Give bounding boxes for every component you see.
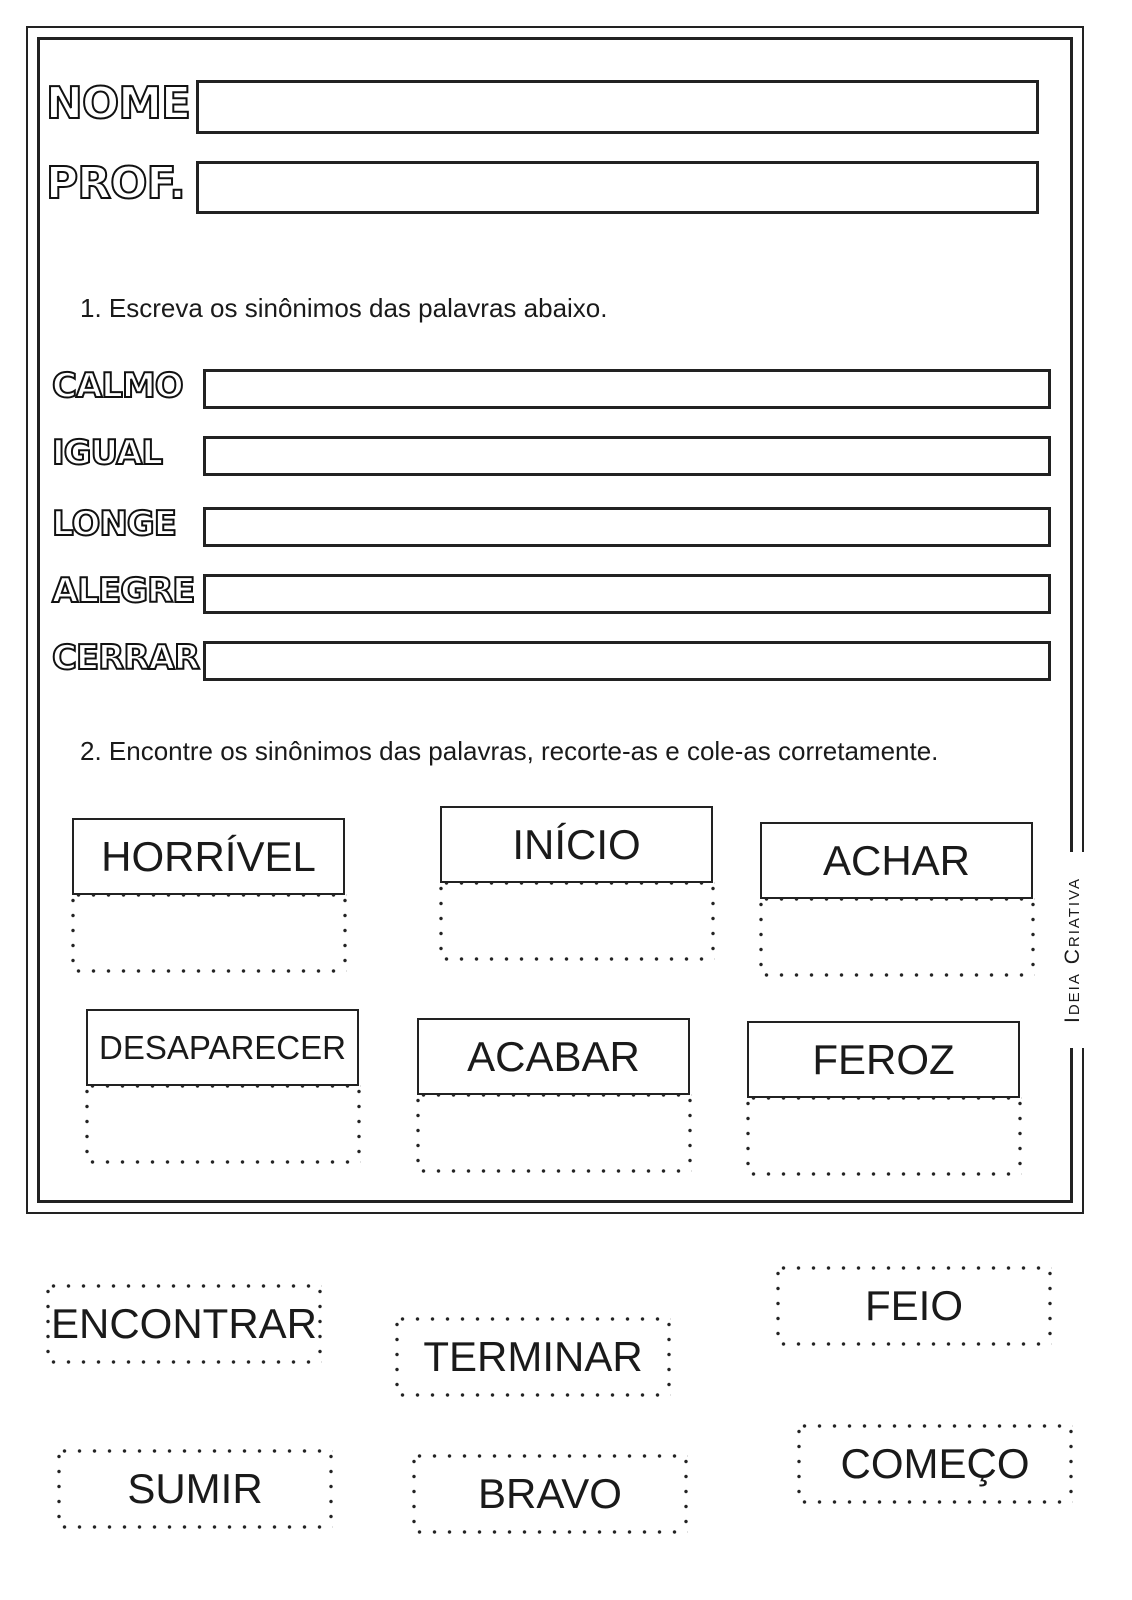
synonym-field[interactable]	[203, 369, 1051, 409]
cutout-piece[interactable]: COMEÇO	[797, 1424, 1073, 1504]
cutout-piece[interactable]: BRAVO	[412, 1454, 688, 1534]
paste-area[interactable]	[416, 1093, 692, 1173]
cutout-piece[interactable]: SUMIR	[57, 1449, 333, 1529]
paste-area[interactable]	[746, 1096, 1022, 1176]
cutout-piece[interactable]: ENCONTRAR	[46, 1284, 322, 1364]
paste-area[interactable]	[85, 1084, 361, 1164]
word-label: CERRAR	[52, 638, 200, 678]
question-2: 2. Encontre os sinônimos das palavras, recorte-as e cole-as corretamente.	[80, 736, 939, 766]
word-label: IGUAL	[52, 433, 163, 473]
synonym-field[interactable]	[203, 507, 1051, 547]
synonym-field[interactable]	[203, 641, 1051, 681]
paste-area[interactable]	[439, 881, 715, 961]
word-box: ACABAR	[417, 1018, 690, 1095]
brand-watermark	[1058, 850, 1088, 1050]
word-box: ACHAR	[760, 822, 1033, 899]
word-label: LONGE	[52, 504, 176, 544]
brand-text: Ideia Criativa	[1061, 877, 1084, 1023]
teacher-label: PROF.	[46, 158, 185, 209]
word-box: HORRÍVEL	[72, 818, 345, 895]
word-box: DESAPARECER	[86, 1009, 359, 1086]
paste-area[interactable]	[71, 893, 347, 973]
question-1: 1. Escreva os sinônimos das palavras abaixo.	[80, 293, 608, 323]
teacher-field[interactable]	[196, 161, 1039, 214]
name-label: NOME	[46, 78, 191, 129]
synonym-field[interactable]	[203, 574, 1051, 614]
cutout-piece[interactable]: FEIO	[776, 1266, 1052, 1346]
synonym-field[interactable]	[203, 436, 1051, 476]
cutout-piece[interactable]: TERMINAR	[395, 1317, 671, 1397]
word-label: CALMO	[52, 366, 183, 406]
paste-area[interactable]	[759, 897, 1035, 977]
name-field[interactable]	[196, 80, 1039, 134]
word-box: INÍCIO	[440, 806, 713, 883]
word-box: FEROZ	[747, 1021, 1020, 1098]
word-label: ALEGRE	[52, 571, 195, 611]
